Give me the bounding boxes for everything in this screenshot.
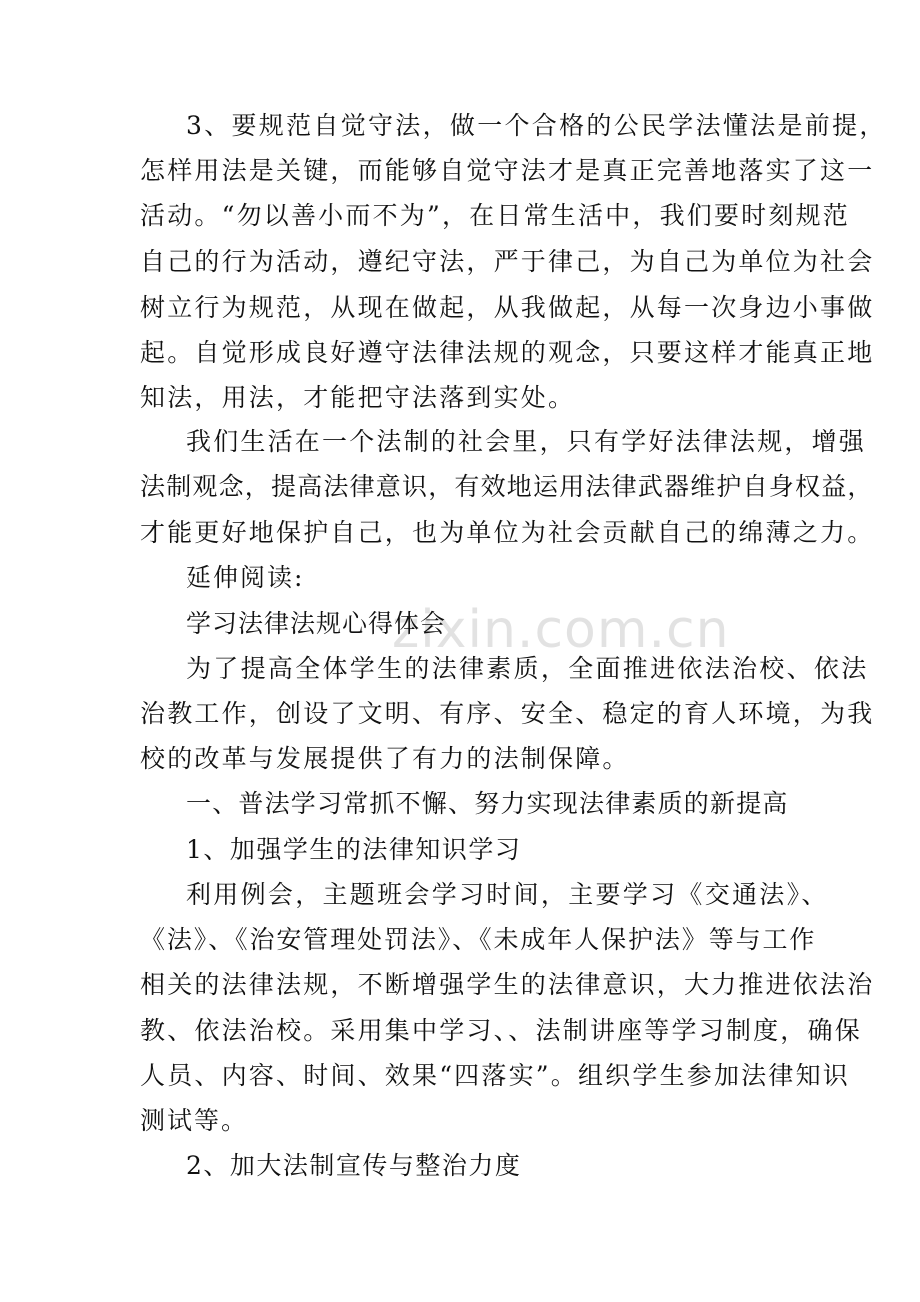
text-line: 3、要规范自觉守法，做一个合格的公民学法懂法是前提， [186,111,887,140]
text-line: 树立行为规范，从现在做起，从我做起，从每一次身边小事做 [140,293,875,322]
text-line: 利用例会，主题班会学习时间，主要学习《交通法》、 [186,880,829,909]
text-line: 治教工作，创设了文明、有序、安全、稳定的育人环境，为我 [140,699,875,728]
text-line: 学习法律法规心得体会 [186,609,447,638]
text-line: 测试等。 [140,1106,249,1135]
text-line: 教、依法治校。采用集中学习、、法制讲座等学习制度，确保 [140,1016,862,1045]
text-line: 延伸阅读: [186,563,305,592]
text-line: 为了提高全体学生的法律素质，全面推进依法治校、依法 [186,654,869,683]
watermark: zixin.com.cn [392,600,730,660]
text-line: 自己的行为活动，遵纪守法，严于律己，为自己为单位为社会 [140,247,875,276]
text-line: 校的改革与发展提供了有力的法制保障。 [140,744,630,773]
text-line: 相关的法律法规，不断增强学生的法律意识，大力推进依法治 [140,970,875,999]
text-line: 1、加强学生的法律知识学习 [186,835,522,864]
text-line: 2、加大法制宣传与整治力度 [186,1151,522,1180]
text-line: 一、普法学习常抓不懈、努力实现法律素质的新提高 [186,789,789,818]
text-line: 法制观念，提高法律意识，有效地运用法律武器维护自身权益， [140,472,874,501]
text-line: 起。自觉形成良好遵守法律法规的观念，只要这样才能真正地 [140,338,875,367]
text-line: 《法》、《治安管理处罚法》、《未成年人保护法》等与工作 [140,925,817,954]
text-line: 知法，用法，才能把守法落到实处。 [140,383,576,412]
text-line: 人员、内容、时间、效果“四落实”。组织学生参加法律知识 [140,1061,850,1090]
text-line: 才能更好地保护自己，也为单位为社会贡献自己的绵薄之力。 [140,518,875,547]
text-line: 怎样用法是关键，而能够自觉守法才是真正完善地落实了这一 [140,156,875,185]
text-line: 活动。“勿以善小而不为”，在日常生活中，我们要时刻规范 [140,201,850,230]
text-line: 我们生活在一个法制的社会里，只有学好法律法规，增强 [186,427,867,456]
